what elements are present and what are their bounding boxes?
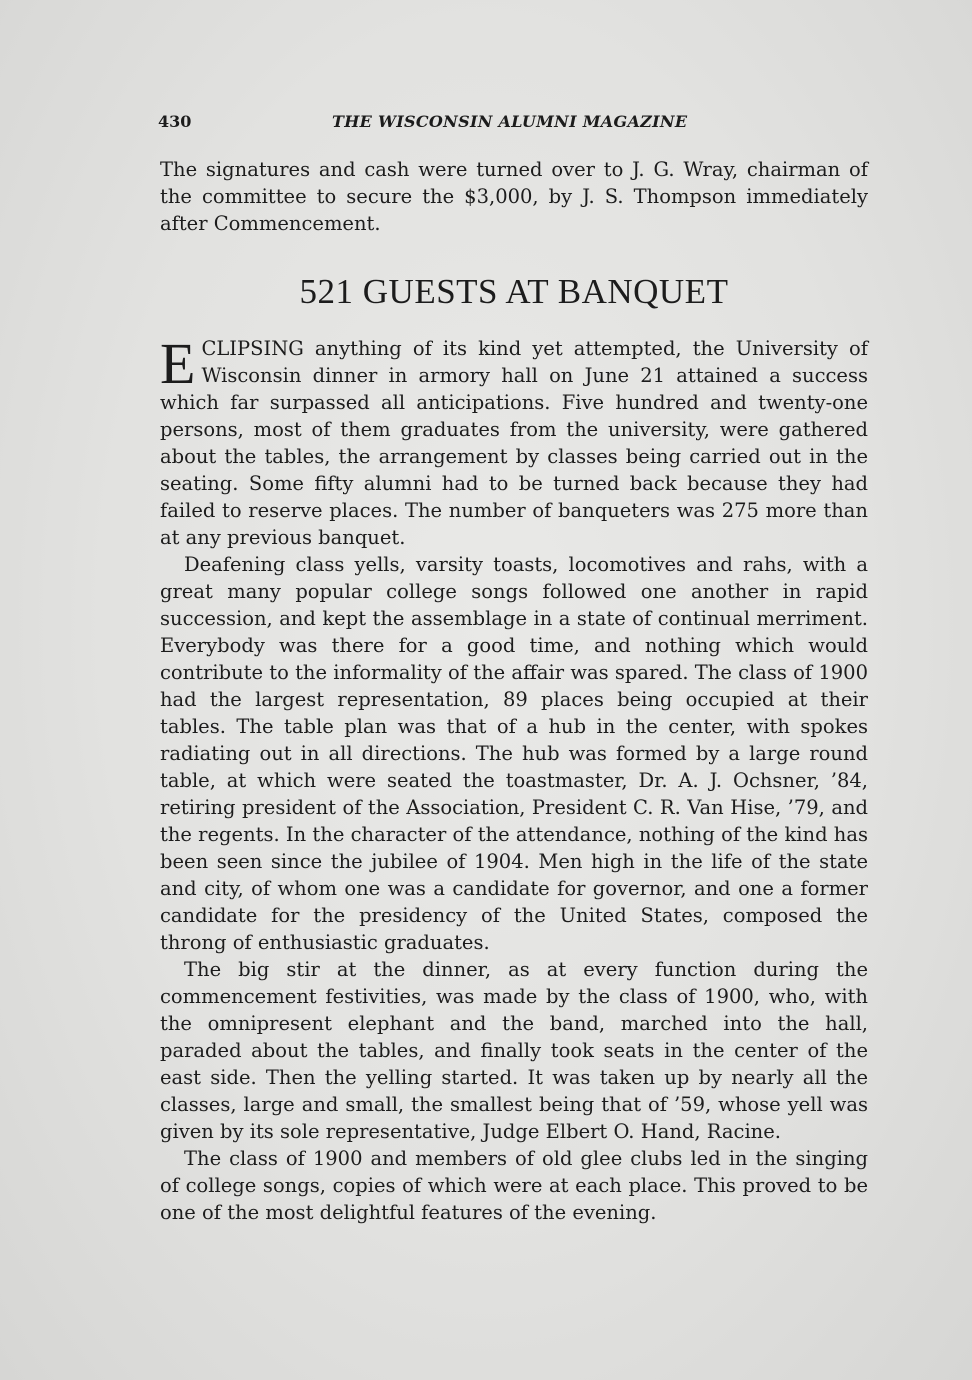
- running-title: THE WISCONSIN ALUMNI MAGAZINE: [332, 112, 688, 131]
- paragraph-text: CLIPSING anything of its kind yet attempted, the University of Wisconsin dinner in armory hall on June 21 attained a success which far surpassed all anticipations. Five hundred and twenty-one persons, most of them graduates from the university, were gathered about the tables, the arrangement by classes being carried out in the seating. Some fifty alumni had to be turned back because they had failed to reserve places. The number of banqueters was 275 more than at any previous banquet.: [160, 337, 868, 549]
- article-paragraph-3: The big stir at the dinner, as at every function during the commencement festivities, was made by the class of 1900, who, with the omnipresent elephant and the band, marched into the hall, paraded about the tables, and finally took seats in the center of the east side. Then the yelling started. It was taken up by nearly all the classes, large and small, the smallest being that of ’59, whose yell was given by its sole representative, Judge Elbert O. Hand, Racine.: [160, 958, 868, 1143]
- article-paragraph-1: [160, 331, 868, 551]
- article-paragraph-4: The class of 1900 and members of old glee clubs led in the singing of college songs, copies of which were at each place. This proved to be one of the most delightful features of the evening.: [160, 1147, 868, 1224]
- intro-paragraph: The signatures and cash were turned over to J. G. Wray, chairman of the committee to secure the $3,000, by J. S. Thompson immediately after Commencement.: [160, 158, 868, 235]
- article-title: 521 GUESTS AT BANQUET: [299, 272, 729, 311]
- page-header: [158, 112, 696, 136]
- drop-cap: E: [160, 331, 196, 396]
- article-body: [160, 331, 868, 1226]
- page-number: 430: [158, 112, 192, 131]
- article-paragraph-2: Deafening class yells, varsity toasts, locomotives and rahs, with a great many popular college songs followed one another in rapid succession, and kept the assemblage in a state of continual merriment. Everybody was there for a good time, and nothing which would contribute to the informality of the affair was spared. The class of 1900 had the largest representation, 89 places being occupied at their tables. The table plan was that of a hub in the center, with spokes radiating out in all directions. The hub was formed by a large round table, at which were seated the toastmaster, Dr. A. J. Ochsner, ’84, retiring president of the Association, President C. R. Van Hise, ’79, and the regents. In the character of the attendance, nothing of the kind has been seen since the jubilee of 1904. Men high in the life of the state and city, of whom one was a candidate for governor, and one a former candidate for the presidency of the United States, composed the throng of enthusiastic graduates.: [160, 553, 868, 954]
